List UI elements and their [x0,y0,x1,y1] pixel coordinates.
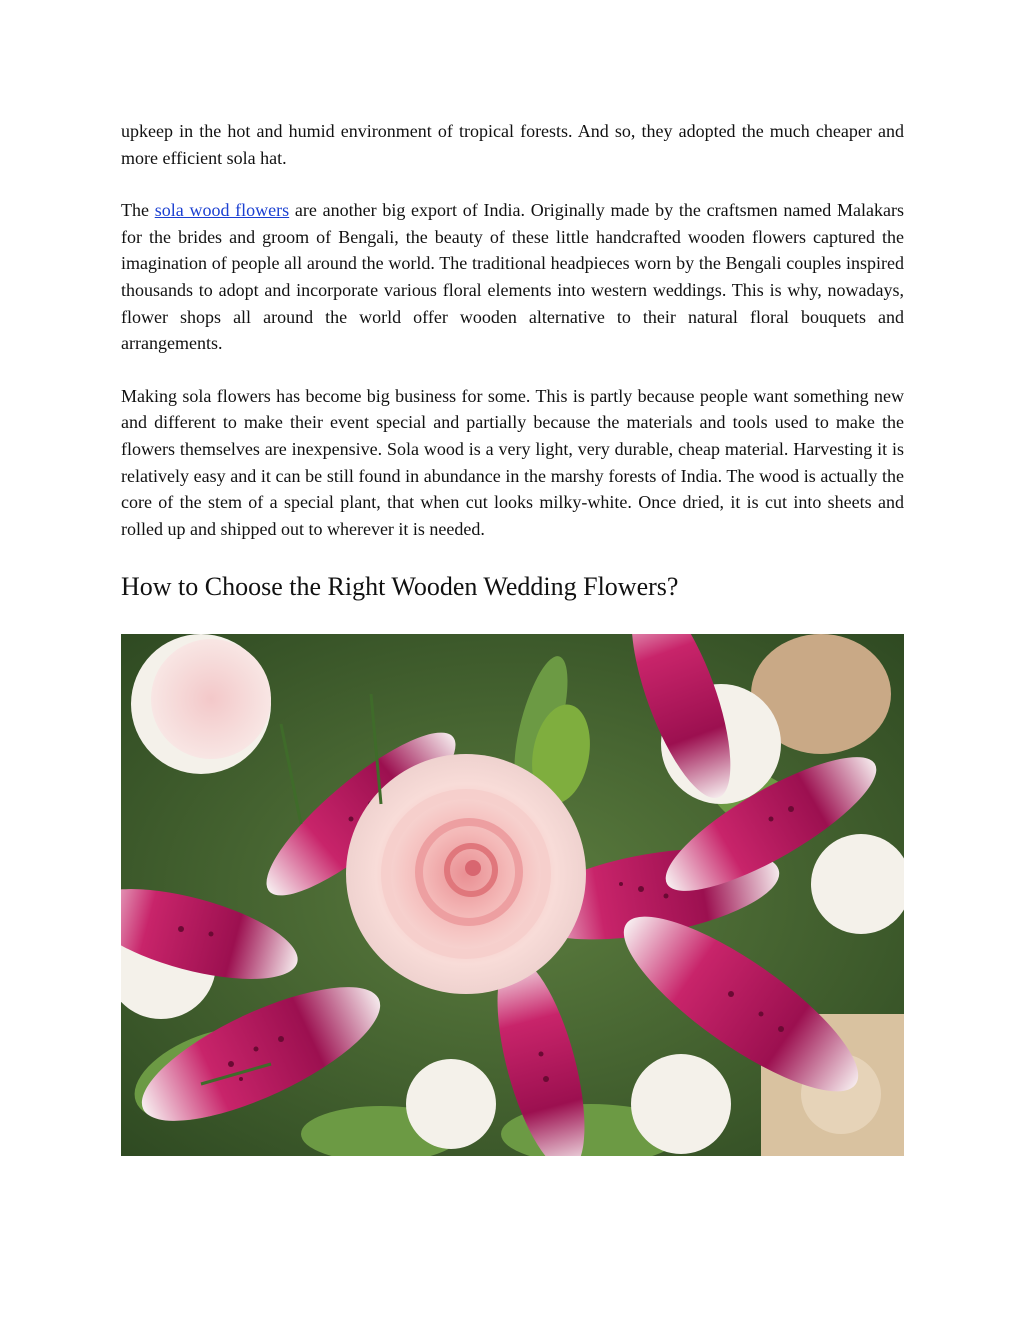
flower-bouquet-image [121,634,904,1156]
paragraph-text: upkeep in the hot and humid environment of tropical forests. And so, they adopted the much cheaper and more efficient sola hat. [121,121,904,168]
paragraph-sola-flowers [121,197,904,357]
paragraph-text-rest: are another big export of India. Originally made by the craftsmen named Malakars for the brides and groom of Bengali, the beauty of these little handcrafted wooden flowers captured the imagination of people all around the world. The traditional headpieces worn by the Bengali couples inspired thousands to adopt and incorporate various floral elements into western weddings. This is why, nowadays, flower shops all around the world offer wooden alternative to their natural floral bouquets and arrangements. [121,200,904,354]
paragraph-text: Making sola flowers has become big business for some. This is partly because people want something new and different to make their event special and partially because the materials and tools used to make the flowers themselves are inexpensive. Sola wood is a very light, very durable, cheap material. Harvesting it is relatively easy and it can be still found in abundance in the marshy forests of India. The wood is actually the core of the stem of a special plant, that when cut looks milky-white. Once dried, it is cut into sheets and rolled up and shipped out to wherever it is needed. [121,385,904,539]
sola-wood-flowers-link[interactable]: sola wood flowers [154,200,290,221]
section-heading: How to Choose the Right Wooden Wedding Flowers? [121,572,679,602]
paragraph-making-sola [121,383,904,543]
pink-rose [346,754,586,994]
document-page [121,118,904,602]
paragraph-sola-hat [121,118,904,171]
rose-small [151,639,271,759]
paragraph-text-lead: The [121,200,155,221]
bouquet-illustration [121,634,904,1156]
